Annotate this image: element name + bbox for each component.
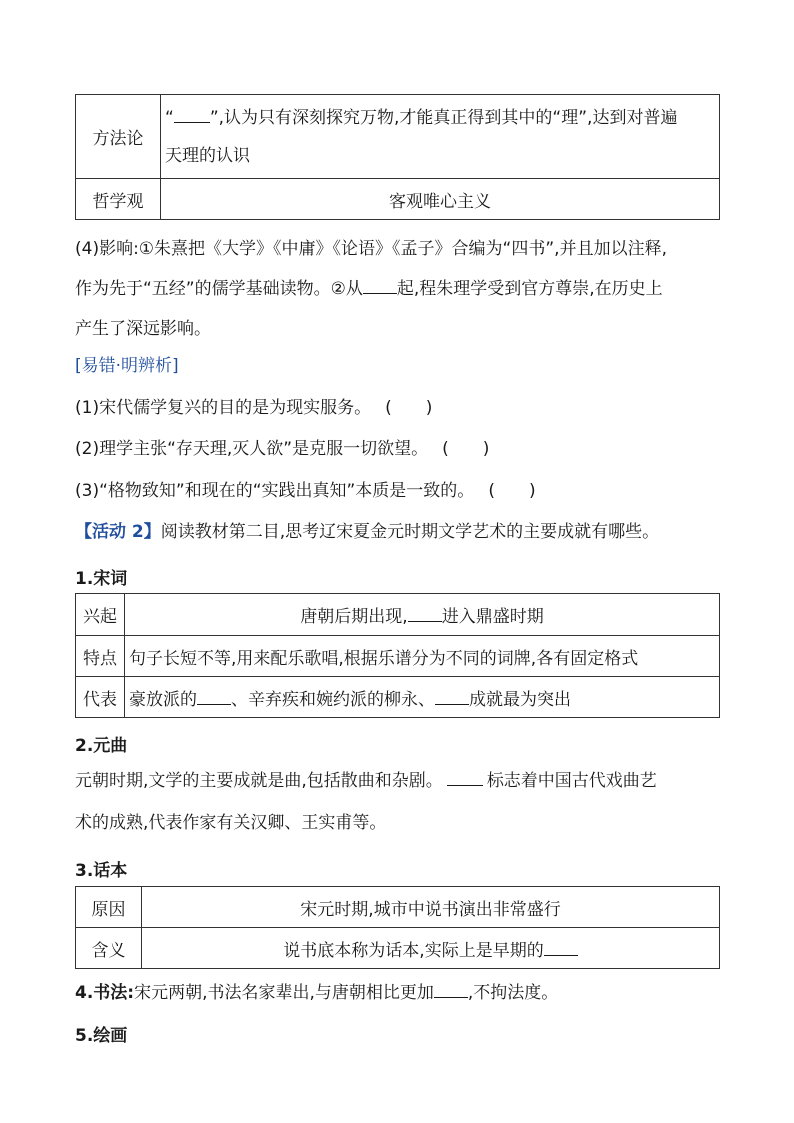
- answer-paren[interactable]: ( ): [488, 481, 536, 501]
- reason-content: 宋元时期,城市中说书演出非常盛行: [142, 887, 720, 928]
- error-item: (2)理学主张“存天理,灭人欲”是克服一切欲望。 ( ): [75, 439, 490, 459]
- huaben-table: [75, 886, 720, 969]
- row-label: 原因: [76, 887, 142, 928]
- row-label-philosophy: 哲学观: [76, 179, 161, 220]
- fill-blank[interactable]: [174, 105, 210, 123]
- heading-songci: 1.宋词: [75, 569, 128, 589]
- fill-blank[interactable]: [197, 687, 231, 705]
- fill-blank[interactable]: [435, 687, 469, 705]
- fill-blank[interactable]: [544, 938, 578, 956]
- answer-paren[interactable]: ( ): [385, 398, 433, 418]
- representative-content: 豪放派的 、辛弃疾和婉约派的柳永、 成就最为突出: [125, 677, 720, 718]
- row-label: 特点: [76, 636, 125, 677]
- rise-content: 唐朝后期出现, 进入鼎盛时期: [125, 594, 720, 636]
- answer-paren[interactable]: ( ): [442, 439, 490, 459]
- error-item: (1)宋代儒学复兴的目的是为现实服务。 ( ): [75, 398, 433, 418]
- row-label: 代表: [76, 677, 125, 718]
- influence-paragraph: (4)影响:①朱熹把《大学》《中庸》《论语》《孟子》合编为“四书”,并且加以注释, 作为先于“五经”的儒学基础读物。②从 起,程朱理学受到官方尊崇,在历史上 产生了深远影响。: [75, 239, 667, 339]
- philosophy-table: [75, 94, 720, 220]
- songci-table: [75, 593, 720, 718]
- error-item: (3)“格物致知”和现在的“实践出真知”本质是一致的。 ( ): [75, 481, 536, 501]
- fill-blank[interactable]: [408, 604, 442, 622]
- row-label-method: 方法论: [76, 95, 161, 179]
- yuanqu-paragraph: 元朝时期,文学的主要成就是曲,包括散曲和杂剧。 标志着中国古代戏曲艺 术的成熟,代表作家有关汉卿、王实甫等。: [75, 760, 725, 844]
- fill-blank[interactable]: [363, 276, 397, 294]
- philosophy-content: 客观唯心主义: [161, 179, 720, 220]
- fill-blank[interactable]: [447, 768, 483, 786]
- error-section-title: [易错·明辨析]: [75, 356, 179, 376]
- activity-line: 【活动 2】阅读教材第二目,思考辽宋夏金元时期文学艺术的主要成就有哪些。: [75, 522, 660, 542]
- heading-huaben: 3.话本: [75, 861, 128, 881]
- feature-content: 句子长短不等,用来配乐歌唱,根据乐谱分为不同的词牌,各有固定格式: [125, 636, 720, 677]
- row-label: 兴起: [76, 594, 125, 636]
- shufa-line: 4.书法:宋元两朝,书法名家辈出,与唐朝相比更加 ,不拘法度。: [75, 980, 725, 1006]
- row-label: 含义: [76, 928, 142, 969]
- meaning-content: 说书底本称为话本,实际上是早期的: [142, 928, 720, 969]
- heading-huihua: 5.绘画: [75, 1026, 128, 1046]
- heading-yuanqu: 2.元曲: [75, 736, 128, 756]
- fill-blank[interactable]: [434, 980, 468, 998]
- method-content: “ ”,认为只有深刻探究万物,才能真正得到其中的“理”,达到对普遍 天理的认识: [161, 95, 720, 179]
